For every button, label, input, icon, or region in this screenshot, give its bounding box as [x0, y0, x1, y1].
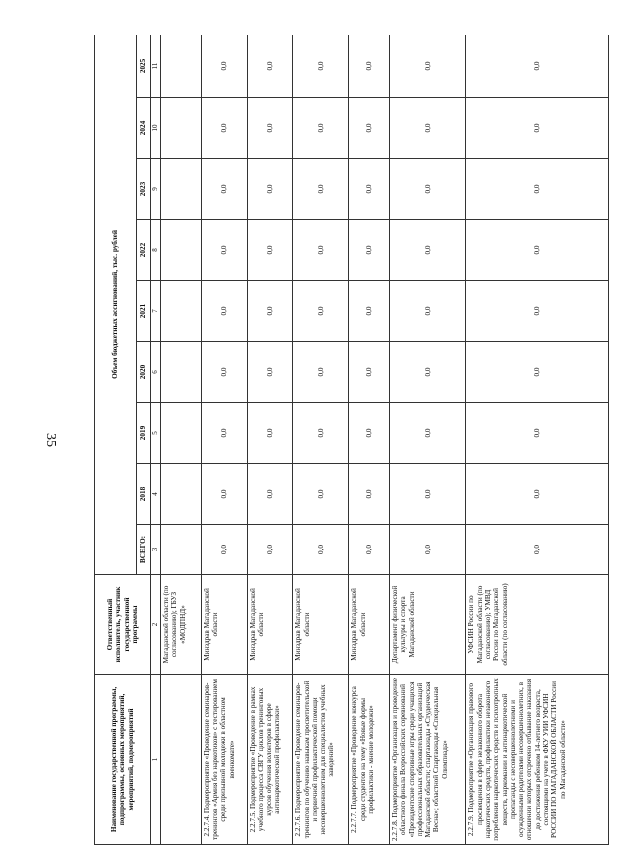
value-cell: 0,0 — [247, 159, 293, 220]
value-cell: 0,0 — [201, 525, 247, 575]
page-number: 35 — [43, 433, 58, 447]
value-cell: 0,0 — [349, 35, 390, 98]
row-executor: УФСИН России по Магаданской области (по согласованию); УМВД России по Магаданской области (по согласованию) — [466, 575, 609, 675]
index-cell: 11 — [151, 35, 161, 98]
header-year: 2019 — [137, 403, 151, 464]
index-cell: 5 — [151, 403, 161, 464]
value-cell: 0,0 — [293, 525, 349, 575]
header-year: 2021 — [137, 281, 151, 342]
row-name: 2.2.7.8. Подмероприятие «Организация и проведение областного финала Всероссийских соревнований «Президентские спортивные игры среди учащихся профессиональных образовательных организаций Магаданской области; спартакиады «Студенческая Весна»; областной Спартакиады «Специальная Олимпиада» — [390, 675, 466, 845]
value-cell: 0,0 — [349, 464, 390, 525]
value-cell: 0,0 — [293, 342, 349, 403]
value-cell: 0,0 — [466, 220, 609, 281]
value-cell: 0,0 — [247, 342, 293, 403]
value-cell: 0,0 — [390, 403, 466, 464]
header-year: 2025 — [137, 35, 151, 98]
table-row — [247, 35, 293, 845]
value-cell: 0,0 — [466, 35, 609, 98]
row-executor: Минздрав Магаданской области — [293, 575, 349, 675]
index-cell: 10 — [151, 98, 161, 159]
value-cell: 0,0 — [390, 35, 466, 98]
value-cell: 0,0 — [201, 403, 247, 464]
index-cell: 2 — [151, 575, 161, 675]
value-cell: 0,0 — [390, 220, 466, 281]
table-row — [293, 35, 349, 845]
value-cell: 0,0 — [466, 464, 609, 525]
row-executor: Минздрав Магаданской области — [349, 575, 390, 675]
value-cell: 0,0 — [349, 98, 390, 159]
header-year: 2023 — [137, 159, 151, 220]
value-cell: 0,0 — [349, 159, 390, 220]
value-cell: 0,0 — [247, 403, 293, 464]
value-cell — [161, 220, 202, 281]
index-cell: 7 — [151, 281, 161, 342]
row-name: 2.2.7.6. Подмероприятие «Проведение семинаров-тренингов по обучению навыкам просветительской и первичной профилактической помощи несовершеннолетним для специалистов учебных заведений» — [293, 675, 349, 845]
header-budget: Объем бюджетных ассигнований, тыс. рублей — [95, 35, 137, 575]
row-executor: Минздрав Магаданской области — [201, 575, 247, 675]
value-cell: 0,0 — [349, 281, 390, 342]
value-cell: 0,0 — [293, 281, 349, 342]
value-cell: 0,0 — [293, 35, 349, 98]
value-cell: 0,0 — [201, 342, 247, 403]
header-name: Наименование государственной программы, подпрограммы, основных мероприятий, мероприятий, подмероприятий — [95, 675, 151, 845]
header-year: 2022 — [137, 220, 151, 281]
value-cell: 0,0 — [390, 525, 466, 575]
value-cell: 0,0 — [390, 464, 466, 525]
value-cell: 0,0 — [466, 281, 609, 342]
value-cell: 0,0 — [390, 281, 466, 342]
index-cell: 6 — [151, 342, 161, 403]
row-name: 2.2.7.7. Подмероприятие «Проведение конкурса среди студентов на тему «Новые формы профилактики - мнение молодежи» — [349, 675, 390, 845]
header-year: 2018 — [137, 464, 151, 525]
value-cell — [161, 342, 202, 403]
value-cell — [161, 525, 202, 575]
value-cell: 0,0 — [293, 159, 349, 220]
index-cell: 8 — [151, 220, 161, 281]
value-cell — [161, 403, 202, 464]
value-cell: 0,0 — [349, 525, 390, 575]
value-cell: 0,0 — [293, 220, 349, 281]
value-cell: 0,0 — [466, 159, 609, 220]
value-cell: 0,0 — [201, 35, 247, 98]
value-cell: 0,0 — [466, 98, 609, 159]
header-year: 2024 — [137, 98, 151, 159]
rotated-sheet — [94, 35, 609, 845]
index-cell: 3 — [151, 525, 161, 575]
row-name — [161, 675, 202, 845]
index-cell: 1 — [151, 675, 161, 845]
table-row — [349, 35, 390, 845]
value-cell: 0,0 — [201, 281, 247, 342]
value-cell: 0,0 — [247, 35, 293, 98]
header-total: ВСЕГО: — [137, 525, 151, 575]
table-wrapper — [94, 35, 609, 845]
header-executor: Ответственный исполнитель, участник государственной программы — [95, 575, 151, 675]
row-executor: Департамент физической культуры и спорта Магаданской области — [390, 575, 466, 675]
value-cell: 0,0 — [293, 403, 349, 464]
value-cell — [161, 281, 202, 342]
value-cell: 0,0 — [349, 403, 390, 464]
row-name: 2.2.7.9. Подмероприятие «Организация правового просвещения в сфере незаконного оборота наркотических средств, профилактики незаконного потребления наркотических средств и психотропных веществ, наркомании и антинаркотической пропаганды с несовершеннолетними и осужденными родителями несовершеннолетних, в отношении которых отсрочено отбывание наказания до достижения ребенком 14-летнего возраста, состоящими на учете в ФКУ УИИ УФСИН РОССИИ ПО МАГАДАНСКОЙ ОБЛАСТИ России по Магаданской области» — [466, 675, 609, 845]
value-cell: 0,0 — [201, 98, 247, 159]
index-cell: 9 — [151, 159, 161, 220]
value-cell — [161, 159, 202, 220]
row-executor: Магаданской области (по согласованию); ГБУЗ «МОДПНД» — [161, 575, 202, 675]
value-cell — [161, 35, 202, 98]
value-cell: 0,0 — [466, 525, 609, 575]
value-cell: 0,0 — [247, 525, 293, 575]
value-cell — [161, 98, 202, 159]
value-cell: 0,0 — [201, 220, 247, 281]
value-cell: 0,0 — [247, 464, 293, 525]
value-cell: 0,0 — [349, 342, 390, 403]
value-cell: 0,0 — [293, 98, 349, 159]
value-cell: 0,0 — [349, 220, 390, 281]
row-name: 2.2.7.5. Подмероприятие «Проведение в рамках учебного процесса СВГУ циклов тренинговых курсов обучения волонтеров в сфере антинаркотической профилактики» — [247, 675, 293, 845]
budget-table — [94, 35, 609, 845]
value-cell — [161, 464, 202, 525]
value-cell: 0,0 — [390, 342, 466, 403]
value-cell: 0,0 — [201, 464, 247, 525]
value-cell: 0,0 — [390, 98, 466, 159]
table-row — [390, 35, 466, 845]
value-cell: 0,0 — [247, 281, 293, 342]
value-cell: 0,0 — [293, 464, 349, 525]
row-executor: Минздрав Магаданской области — [247, 575, 293, 675]
value-cell: 0,0 — [466, 342, 609, 403]
table-row — [161, 35, 202, 845]
value-cell: 0,0 — [247, 98, 293, 159]
value-cell: 0,0 — [466, 403, 609, 464]
value-cell: 0,0 — [201, 159, 247, 220]
value-cell: 0,0 — [247, 220, 293, 281]
row-name: 2.2.7.4. Подмероприятие «Проведение семинаров-тренингов «Армия без наркотиков» с тестированием среди призывной молодежи в областном военкомате» — [201, 675, 247, 845]
table-row — [466, 35, 609, 845]
table-row — [201, 35, 247, 845]
index-cell: 4 — [151, 464, 161, 525]
header-year: 2020 — [137, 342, 151, 403]
value-cell: 0,0 — [390, 159, 466, 220]
